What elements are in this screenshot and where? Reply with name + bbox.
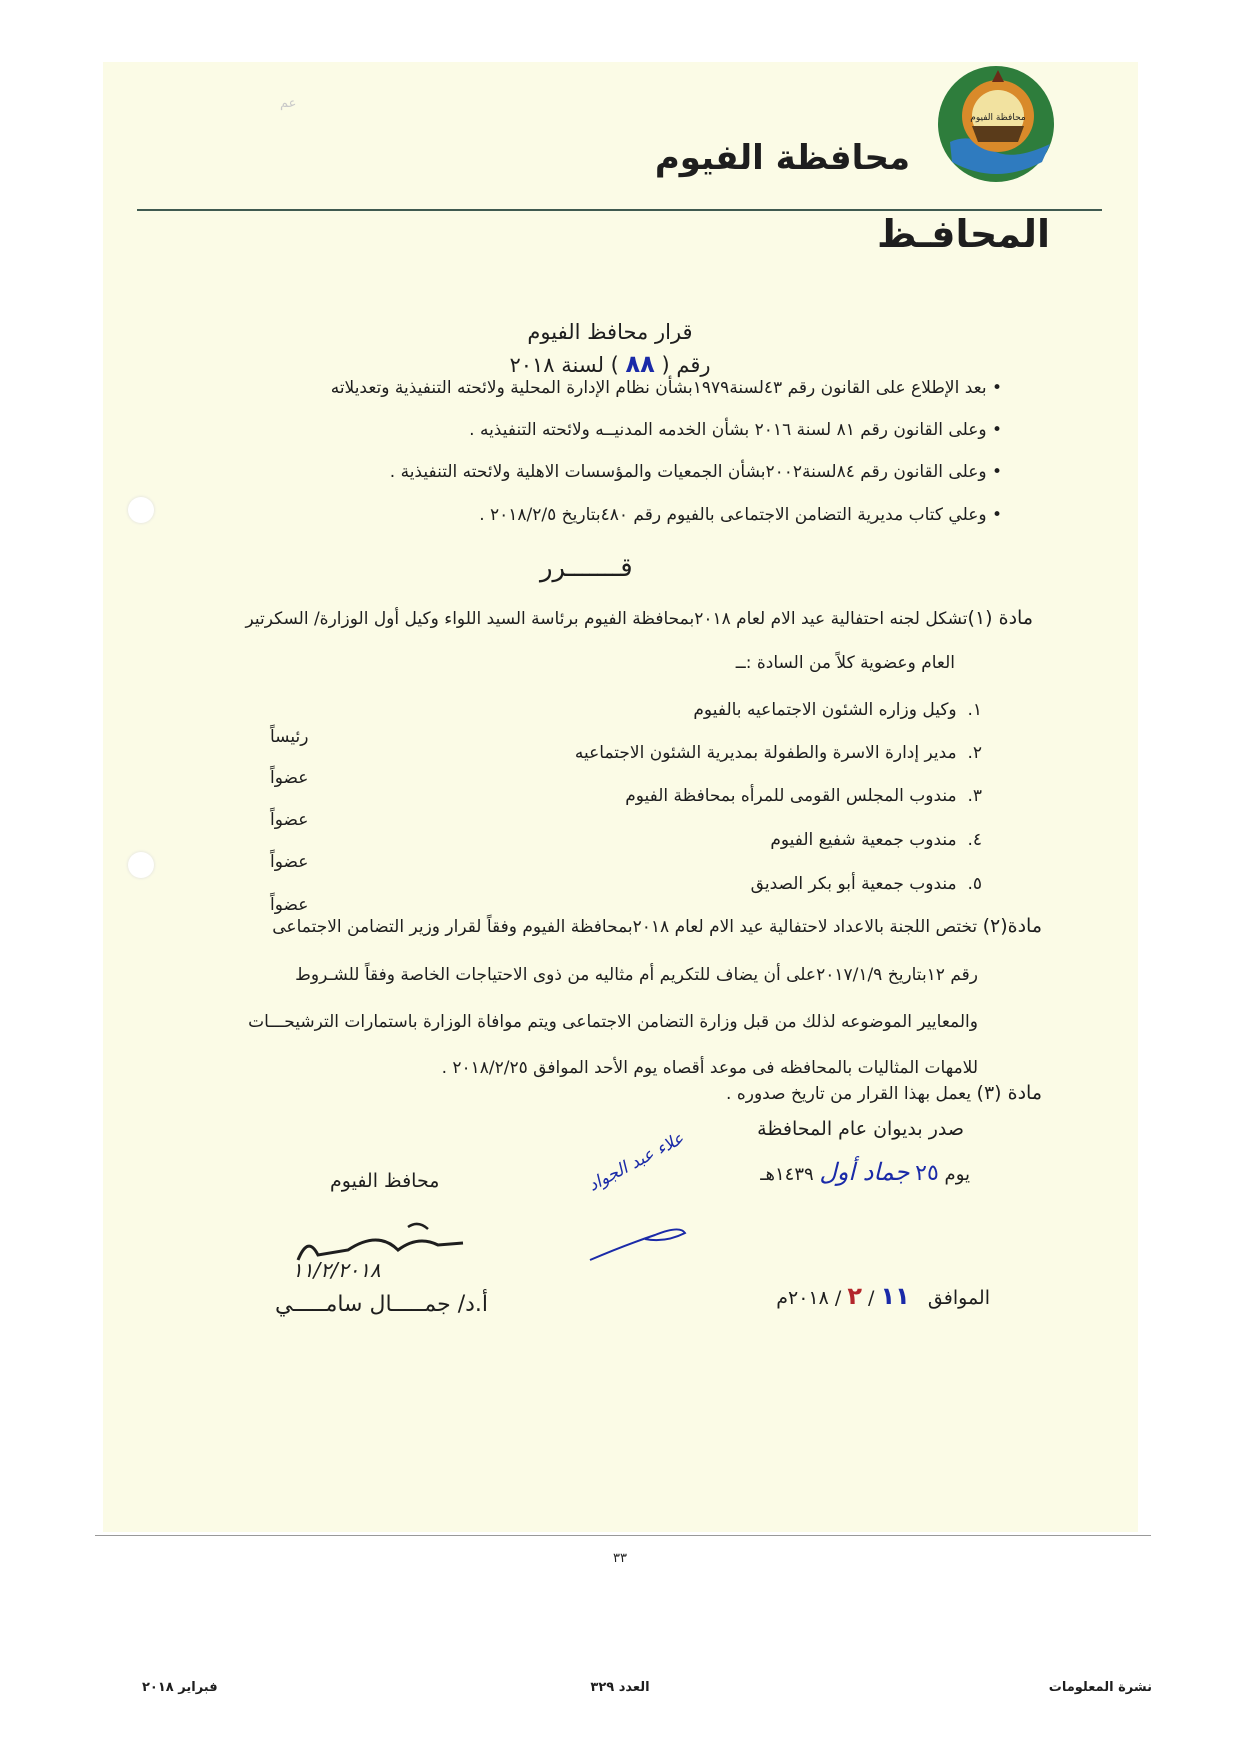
preamble-1: • بعد الإطلاع على القانون رقم ٤٣لسنة١٩٧٩بشأن نظام الإدارة المحلية ولائحته التنفيذية وتعديلاته [330, 378, 1002, 398]
issued-at: صدر بديوان عام المحافظة [757, 1118, 964, 1140]
greg-year: ٢٠١٨م [776, 1287, 829, 1309]
governorate-name: محافظة الفيوم [654, 138, 910, 178]
footer-bulletin: نشرة المعلومات [1048, 1680, 1152, 1695]
header-divider [137, 209, 1102, 211]
member-3: ٣. مندوب المجلس القومى للمرأه بمحافظة الفيوم [625, 786, 982, 806]
member-2: ٢. مدير إدارة الاسرة والطفولة بمديرية الشئون الاجتماعيه [574, 743, 982, 763]
member-2-role: عضواً [270, 768, 309, 788]
member-4-role: عضواً [270, 852, 309, 872]
footer-issue: العدد ٣٢٩ [590, 1680, 650, 1695]
article-2-label: مادة(٢) [982, 915, 1042, 937]
article-2-line-4: للامهات المثاليات بالمحافظه فى موعد أقصاه يوم الأحد الموافق ٢٠١٨/٢/٢٥ . [441, 1058, 978, 1078]
page-number: ٣٣ [613, 1551, 627, 1566]
decision-number-line [420, 350, 800, 379]
initials-signature: علاء عبد الجواد [585, 1128, 688, 1196]
preamble-2: • وعلى القانون رقم ٨١ لسنة ٢٠١٦ بشأن الخدمه المدنيــه ولائحته التنفيذيه . [469, 420, 1002, 440]
governor-name: أ.د/ جمـــــال سامـــــي [275, 1292, 489, 1317]
initials-flourish [585, 1215, 695, 1265]
governor-title: محافظ الفيوم [330, 1170, 440, 1192]
article-1-text: تشكل لجنه احتفالية عيد الام لعام ٢٠١٨بمحافظة الفيوم برئاسة السيد اللواء وكيل أول الوزارة/ السكرتير [245, 609, 968, 629]
gregorian-date-line: الموافق ١١ / ٢ / ٢٠١٨م [776, 1282, 990, 1310]
article-1-label: مادة (١) [967, 607, 1033, 629]
governorate-logo [932, 62, 1060, 186]
article-1-line-1 [245, 607, 1033, 630]
office-title: المحافـظ [877, 212, 1050, 256]
article-2-line-2: رقم ١٢بتاريخ ٢٠١٧/١/٩على أن يضاف للتكريم أم مثاليه من ذوى الاحتياجات الخاصة وفقاً للشـروط [295, 965, 978, 985]
member-3-role: عضواً [270, 810, 309, 830]
corner-mark: عم [280, 96, 297, 111]
decision-number: ٨٨ [625, 350, 655, 378]
footer-date: فبراير ٢٠١٨ [142, 1680, 218, 1695]
preamble-3: • وعلى القانون رقم ٨٤لسنة٢٠٠٢بشأن الجمعيات والمؤسسات الاهلية ولائحته التنفيذية . [389, 462, 1002, 482]
member-5: ٥. مندوب جمعية أبو بكر الصديق [750, 874, 982, 894]
hijri-month: جماد أول [819, 1158, 910, 1186]
decides-heading: قـــــــرر [540, 553, 633, 583]
handwritten-date: ١١/٢/٢٠١٨ [292, 1258, 381, 1282]
member-1-role: رئيساً [270, 727, 309, 747]
greg-month: ٢ [847, 1282, 862, 1310]
hijri-day: ٢٥ [915, 1161, 939, 1186]
article-3-label: مادة (٣) [976, 1082, 1042, 1104]
punch-hole [128, 852, 154, 878]
decision-title: قرار محافظ الفيوم [527, 320, 693, 344]
article-2-line-1: مادة(٢) تختص اللجنة بالاعداد لاحتفالية عيد الام لعام ٢٠١٨بمحافظة الفيوم وفقاً لقرار وزير التضامن الاجتماعى [272, 915, 1042, 937]
greg-day: ١١ [880, 1282, 910, 1310]
number-prefix: رقم ( [661, 353, 711, 377]
punch-hole [128, 497, 154, 523]
member-4: ٤. مندوب جمعية شفيع الفيوم [770, 830, 982, 850]
footer-divider [95, 1535, 1151, 1536]
hijri-date-line: يوم ٢٥ جماد أول ١٤٣٩هـ [760, 1158, 970, 1186]
scanned-page [103, 62, 1138, 1532]
article-1-line-2: العام وعضوية كلاً من السادة :ــ [735, 653, 955, 673]
member-5-role: عضواً [270, 895, 309, 915]
article-2-line-3: والمعايير الموضوعه لذلك من قبل وزارة التضامن الاجتماعى ويتم موافاة الوزارة باستمارات الترشيحـــات [248, 1012, 978, 1032]
member-1: ١. وكيل وزاره الشئون الاجتماعيه بالفيوم [693, 700, 982, 720]
article-3: مادة (٣) يعمل بهذا القرار من تاريخ صدوره . [726, 1082, 1042, 1104]
preamble-4: • وعلي كتاب مديرية التضامن الاجتماعى بالفيوم رقم ٤٨٠بتاريخ ٢٠١٨/٢/٥ . [479, 505, 1002, 525]
number-suffix: ) لسنة ٢٠١٨ [509, 353, 619, 377]
logo-text: محافظة الفيوم [970, 113, 1026, 123]
hijri-year: ١٤٣٩هـ [760, 1164, 814, 1185]
